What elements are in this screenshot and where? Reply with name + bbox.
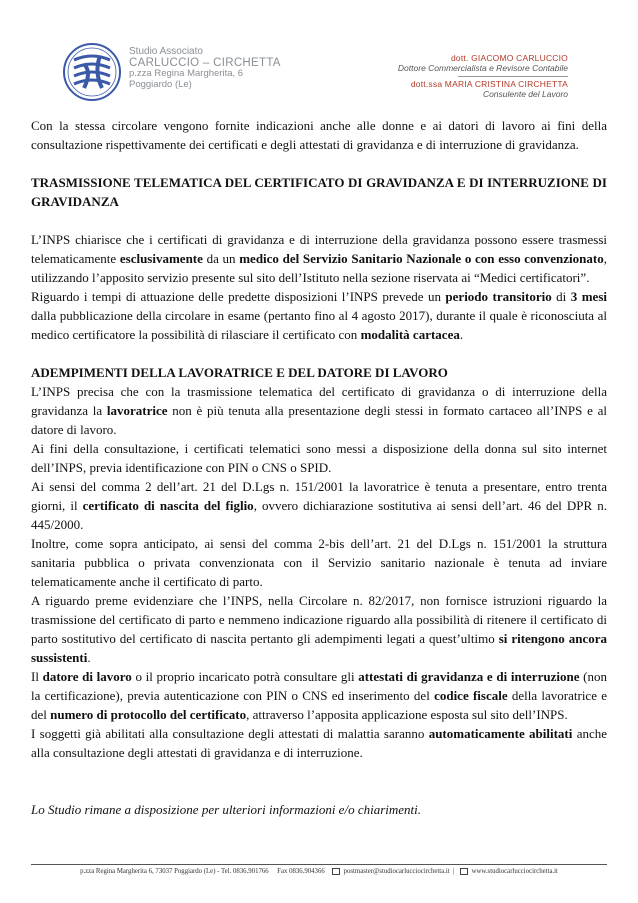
studio-logo xyxy=(62,42,122,102)
text: anche alla consultazione degli attestati di gravidanza e di interruzione. xyxy=(31,726,608,760)
text: A riguardo preme evidenziare che l’INPS, nella Circolare n. 82/2017, non fornisce istruzioni riguardo la trasmissione del certificato di parto e nemmeno indicazione riguardo alla possibilità di ritenere il certificato di parto sostitutivo del certificato di nascita pertanto gli adempimenti legati a quest’ultimo xyxy=(31,593,607,646)
text: da un xyxy=(202,251,240,266)
bold-text: 3 mesi xyxy=(570,289,607,304)
text: L’INPS precisa che con la trasmissione telematica del certificato di gravidanza o di interruzione della gravidanza la xyxy=(31,384,607,418)
text: della lavoratrice e del xyxy=(31,688,607,722)
letterhead xyxy=(0,0,638,110)
paragraph xyxy=(31,230,607,287)
closing-line: Lo Studio rimane a disposizione per ulteriori informazioni e/o chiarimenti. xyxy=(31,802,421,817)
text: . xyxy=(459,327,464,342)
text: . xyxy=(87,650,91,665)
letter-body xyxy=(31,116,607,819)
intro-paragraph: Con la stessa circolare vengono fornite indicazioni anche alle donne e ai datori di lavoro ai fini della consultazione rispettivamente dei certificati e degli attestati di gravidanza e di interruzione di gravidanza. xyxy=(31,118,607,152)
footer-website[interactable]: www.studiocarlucciocirchetta.it xyxy=(471,868,558,875)
header-divider xyxy=(458,76,568,77)
paragraph xyxy=(31,477,607,534)
paragraph xyxy=(31,591,607,667)
web-icon xyxy=(460,868,468,875)
paragraph: Ai fini della consultazione, i certificati telematici sono messi a disposizione della donna sul sito internet dell’INPS, previa identificazione con PIN o CNS o SPID. xyxy=(31,441,607,475)
bold-text: medico del Servizio Sanitario Nazionale o con esso convenzionato xyxy=(239,251,604,266)
bold-text: certificato di nascita del figlio xyxy=(82,498,254,513)
bold-text: periodo transitorio xyxy=(445,289,552,304)
text: L’INPS chiarisce che i certificati di gravidanza e di interruzione della gravidanza possono essere trasmessi telematicamente xyxy=(31,232,607,266)
bold-text: numero di protocollo del certificato xyxy=(50,707,247,722)
bold-text: codice fiscale xyxy=(434,688,508,703)
professional-title: Dottore Commercialista e Revisore Contabile xyxy=(397,63,568,73)
professionals-block xyxy=(398,53,568,99)
bold-text: attestati di gravidanza e di interruzione xyxy=(358,669,580,684)
professional-name: dott. GIACOMO CARLUCCIO xyxy=(450,53,568,63)
bold-text: esclusivamente xyxy=(119,251,203,266)
section-heading: TRASMISSIONE TELEMATICA DEL CERTIFICATO DI GRAVIDANZA E DI INTERRUZIONE DI GRAVIDANZA xyxy=(31,175,607,209)
email-icon xyxy=(332,868,340,875)
text: Ai sensi del comma 2 dell’art. 21 del D.Lgs n. 151/2001 la lavoratrice è tenuta a presentare, entro trenta giorni, il xyxy=(31,479,607,513)
text: (non la certificazione), previa autenticazione con PIN o CNS ed inserimento del xyxy=(31,669,607,703)
professional-title: Consulente del Lavoro xyxy=(482,89,568,99)
text: , ovvero dichiarazione sostitutiva ai sensi dell’art. 46 del DPR n. 445/2000. xyxy=(31,498,607,532)
firm-city: Poggiardo (Le) xyxy=(129,78,192,90)
text: di xyxy=(551,289,571,304)
firm-address: p.zza Regina Margherita, 6 xyxy=(129,68,244,79)
paragraph xyxy=(31,724,607,762)
text: I soggetti già abilitati alla consultazione degli attestati di malattia saranno xyxy=(31,726,429,741)
firm-line-1: Studio Associato xyxy=(129,46,203,57)
bold-text: datore di lavoro xyxy=(42,669,132,684)
text: o il proprio incaricato potrà consultare gli xyxy=(131,669,359,684)
firm-name-block xyxy=(129,46,281,90)
footer-fax: Fax 0836.904366 xyxy=(277,868,325,875)
bold-text: modalità cartacea xyxy=(360,327,460,342)
bold-text: automaticamente abilitati xyxy=(428,726,573,741)
paragraph xyxy=(31,382,607,439)
section-heading: ADEMPIMENTI DELLA LAVORATRICE E DEL DATORE DI LAVORO xyxy=(31,365,448,380)
footer-address: p.zza Regina Margherita 6, 73037 Poggiardo (Le) - Tel. 0836.901766 xyxy=(80,868,269,875)
professional-name: dott.ssa MARIA CRISTINA CIRCHETTA xyxy=(410,79,568,89)
paragraph xyxy=(31,287,607,344)
text: Riguardo i tempi di attuazione delle predette disposizioni l’INPS prevede un xyxy=(31,289,446,304)
text: , attraverso l’apposita applicazione esposta sul sito dell’INPS. xyxy=(246,707,568,722)
footer-email[interactable]: postmaster@studiocarlucciocirchetta.it xyxy=(343,868,450,875)
paragraph: Inoltre, come sopra anticipato, ai sensi del comma 2-bis dell’art. 21 del D.Lgs n. 151/2001 la struttura sanitaria pubblica o privata convenzionata con il Servizio sanitario nazionale è tenuta ad inviare telematicamente anche il certificato di parto. xyxy=(31,536,607,589)
text: non è più tenuta alla presentazione degli stessi in formato cartaceo all’INPS e al datore di lavoro. xyxy=(31,403,607,437)
paragraph xyxy=(31,667,607,724)
footer: p.zza Regina Margherita 6, 73037 Poggiardo (Le) - Tel. 0836.901766 Fax 0836.904366 postmaster@studiocarlucciocirchetta.it | www.studiocarlucciocirchetta.it xyxy=(80,868,558,875)
text: , utilizzando l’apposito servizio presente sul sito dell’Istituto nella sezione riservata ai “Medici certificatori”. xyxy=(31,251,607,285)
text: dalla pubblicazione della circolare in esame (pertanto fino al 4 agosto 2017), durante il quale è riconosciuta al medico certificatore la possibilità di rilasciare il certificato con xyxy=(31,308,607,342)
text: Il xyxy=(31,669,43,684)
bold-text: si ritengono ancora sussistenti xyxy=(31,631,607,665)
footer-divider xyxy=(31,864,607,865)
bold-text: lavoratrice xyxy=(106,403,168,418)
firm-line-2: CARLUCCIO – CIRCHETTA xyxy=(129,57,281,69)
